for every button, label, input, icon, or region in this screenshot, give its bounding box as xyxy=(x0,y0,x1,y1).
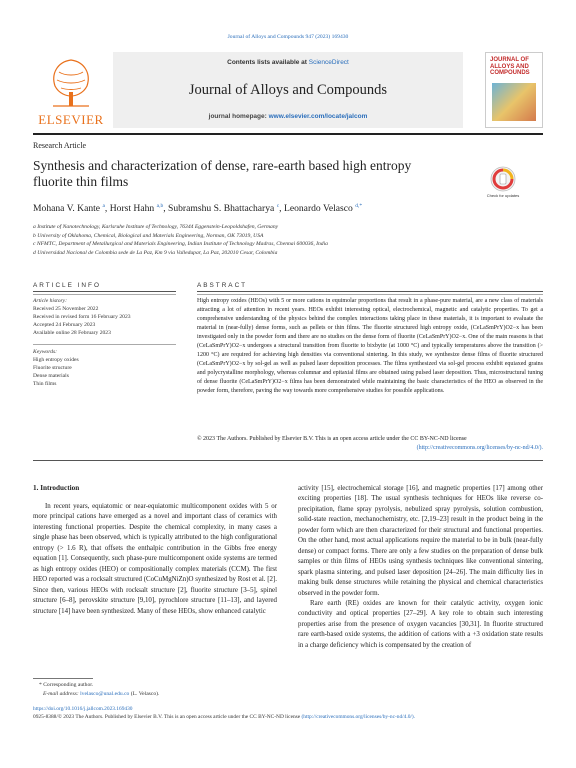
keywords xyxy=(33,348,176,388)
email-line xyxy=(33,690,159,699)
author-affil-sup[interactable]: a xyxy=(102,203,105,209)
author-name[interactable]: Mohana V. Kante xyxy=(33,203,101,215)
affiliations xyxy=(33,223,533,257)
keyword: Dense materials xyxy=(33,373,69,380)
history-label: Article history: xyxy=(33,298,68,304)
author-name[interactable]: Leonardo Velasco xyxy=(283,203,353,215)
elsevier-tree-icon xyxy=(39,54,103,110)
article-title: Synthesis and characterization of dense, rare-earth based high entropy fluorite thin films xyxy=(33,158,412,189)
keyword: Fluorite structure xyxy=(33,365,72,372)
homepage-prefix: journal homepage: xyxy=(208,113,269,120)
author-name[interactable]: Horst Hahn xyxy=(109,203,155,215)
body-column-right xyxy=(298,484,543,651)
abstract-top-rule xyxy=(197,291,543,292)
article-info-heading: ARTICLE INFO xyxy=(33,282,101,289)
abstract-rights xyxy=(197,435,543,453)
history-item: Accepted 24 February 2023 xyxy=(33,322,96,329)
body-paragraph: activity [15], electrochemical storage [16], and magnetic properties [17] among other exciting properties [18]. The usual synthesis techniques for HEOs like reverse co-precipitation, flame spray pyrolysis, nebulized spray pyrolysis, solution combustion, solid-state reaction, mechanochemistry, etc. [2,19–23] result in the product being in the powder form which are then characterized for their structural and functional properties. On the other hand, most actual applications require the material to be in bulk (near-fully dense) or compact forms. There are only a few studies on the preparation of dense bulk samples or thin films of HEOs using synthesis techniques like conventional sintering, spark plasma sintering, and pulsed laser deposition [24–26]. The main difficulty lies in making bulk dense structures while retaining the physical and chemical characteristics observed in the powder form. xyxy=(298,485,543,597)
keywords-label: Keywords: xyxy=(33,349,58,355)
footer-license-text: 0925-8388/© 2023 The Authors. Published by Elsevier B.V. This is an open access article under the CC BY-NC-ND license xyxy=(33,714,301,721)
abstract-sub-rule xyxy=(197,294,543,295)
email-label: E-mail address: xyxy=(43,691,81,697)
doi-link[interactable]: https://doi.org/10.1016/j.jallcom.2023.169430 xyxy=(33,706,133,712)
author-affil-sup[interactable]: d,* xyxy=(355,203,363,209)
journal-header xyxy=(113,52,463,128)
keyword: High entropy oxides xyxy=(33,357,79,364)
affiliation: a Institute of Nanotechnology, Karlsruhe Institute of Technology, 76344 Eggenstein-Leopoldshafen, Germany xyxy=(33,224,279,230)
rights-text: © 2023 The Authors. Published by Elsevier B.V. This is an open access article under the CC BY-NC-ND license xyxy=(197,436,467,442)
affiliation: c NFMTC, Department of Metallurgical and Materials Engineering, Indian Institute of Technology Madras, Chennai 600036, India xyxy=(33,241,328,248)
article-history xyxy=(33,297,176,337)
affiliation: b University of Oklahoma, Chemical, Biological and Materials Engineering, Norman, OK 73019, USA xyxy=(33,232,264,239)
email-link[interactable]: lvelasco@unal.edu.co xyxy=(80,691,130,697)
footer-license-line xyxy=(33,713,543,721)
keyword: Thin films xyxy=(33,381,57,388)
abstract-text: High entropy oxides (HEOs) with 5 or more cations in equimolar proportions that result in a phase-pure material, are a new class of materials attracting a lot of attention in recent years. HEOs exhibit interesting optical, electrochemical, magnetic and catalytic properties. To get a comprehensive understanding of the physics behind the complex interactions taking place in these materials, it is important to evaluate the material in (near-fully) dense forms, such as pellets or thin films. The fluorite structured high entropy oxide, (CeLaSmPrY)O2−x has been investigated only in the powder form and there are no studies on the dense form of fluorite (CeLaSmPrY)O2−x. One of the main reasons is that (CeLaSmPrY)O2−x undergoes a structural transition from fluorite to bixbyite (at 1000 °C) and typically temperatures above the transition (> 1200 °C) are required for achieving high densities via conventional sintering. In this study, we synthesize dense films of fluorite structured (CeLaSmPrY)O2−x by sol-gel as well as pulsed laser deposition processes. The films synthesized via sol-gel process exhibit equiaxed grains and polycrystalline morphology, whereas columnar and epitaxial films are obtained using pulsed laser deposition. Thus, microstructural tuning of dense fluorite (CeLaSmPrY)O2−x films has been demonstrated while maintaining the basic characteristics of the HEO as observed in the powder form, therefore, paving the way towards more comprehensive studies for possible applications. xyxy=(197,298,543,395)
email-name: (L. Velasco). xyxy=(129,691,160,697)
info-divider xyxy=(33,344,176,345)
corresponding-author-note: * Corresponding author. xyxy=(39,682,94,688)
check-for-updates-icon[interactable] xyxy=(490,166,516,192)
journal-banner xyxy=(33,52,543,130)
license-link[interactable]: (http://creativecommons.org/licenses/by-nc-nd/4.0/). xyxy=(416,445,543,452)
homepage-line xyxy=(113,113,463,120)
history-item: Received 25 November 2022 xyxy=(33,306,99,313)
abstract-bottom-rule xyxy=(33,460,543,461)
homepage-link[interactable]: www.elsevier.com/locate/jalcom xyxy=(268,113,368,120)
history-item: Received in revised form 16 February 2023 xyxy=(33,314,131,321)
check-for-updates-label[interactable]: Check for updates xyxy=(486,193,520,198)
affiliation: d Universidad Nacional de Colombia sede de La Paz, Km 9 via Valledupar, La Paz, 202010 Cesar, Colombia xyxy=(33,249,278,256)
contents-line xyxy=(113,59,463,66)
author-list: Mohana V. Kante $^a$, Horst Hahn $^{a,b}$, Subramshu S. Bhattacharya $^c$, Leonardo Velasco $^{d,*}$ xyxy=(33,203,363,215)
history-item: Available online 28 February 2023 xyxy=(33,330,111,337)
abstract-heading: ABSTRACT xyxy=(197,282,248,289)
page-footer xyxy=(33,705,543,721)
header-rule xyxy=(33,133,543,135)
info-sub-rule xyxy=(33,294,176,295)
body-paragraph: Rare earth (RE) oxides are known for their catalytic activity, oxygen ionic conductivity and optical properties [27–29]. A key role to obtain such interesting properties arise from the presence of oxygen vacancies [30,31]. In fluorite structured rare earth-based oxide systems, the addition of cations with a +3 oxidation state results in a charge deficiency which is compensated by the creation of xyxy=(298,599,543,649)
article-type: Research Article xyxy=(33,141,87,150)
section-heading: 1. Introduction xyxy=(33,484,80,492)
journal-cover-thumbnail[interactable] xyxy=(485,52,543,128)
contents-prefix: Contents lists available at xyxy=(227,59,309,66)
top-reference[interactable]: Journal of Alloys and Compounds 947 (2023) 169430 xyxy=(227,34,349,40)
body-paragraph: In recent years, equiatomic or near-equiatomic multicomponent oxides with 5 or more principal cations have emerged as a novel and important class of ceramics with interesting functional properties. Despite the chemical complexity, in many cases a single phase has been observed, which is typically attributed to the high configurational entropy (> 1.6 R), that offsets the enthalpic contribution in the Gibbs free energy equation [1]. Consequently, such phase-pure multicomponent oxide systems are termed as high entropy oxides (HEO) or compositionally complex materials (CCM). The first HEO reported was a rocksalt structured (CoCuMgNiZn)O synthesized by Rost et al. [2]. Since then, various HEOs with rocksalt structure [2], fluorite structure [3–5], spinel structure [6–8], perovskite structure [9,10], pyrochlore structure [11–13], and layered structure [14] have been synthesized. Many of these HEOs, show enhanced catalytic xyxy=(33,503,277,615)
footnote-rule xyxy=(33,678,93,679)
elsevier-wordmark: ELSEVIER xyxy=(38,112,104,127)
footer-license-link[interactable]: (http://creativecommons.org/licenses/by-nc-nd/4.0/). xyxy=(301,714,416,721)
body-column-left xyxy=(33,502,277,617)
author-affil-sup[interactable]: a,b xyxy=(156,203,164,209)
author-affil-sup[interactable]: c xyxy=(276,203,280,209)
info-top-rule xyxy=(33,291,176,292)
author-name[interactable]: Subramshu S. Bhattacharya xyxy=(168,203,275,215)
journal-title[interactable]: Journal of Alloys and Compounds xyxy=(188,82,388,98)
elsevier-logo[interactable] xyxy=(33,54,109,128)
cover-image xyxy=(492,83,536,121)
cover-title: JOURNAL OF ALLOYS AND COMPOUNDS xyxy=(490,57,530,76)
sciencedirect-link[interactable]: ScienceDirect xyxy=(308,59,349,66)
footnote xyxy=(33,681,159,699)
